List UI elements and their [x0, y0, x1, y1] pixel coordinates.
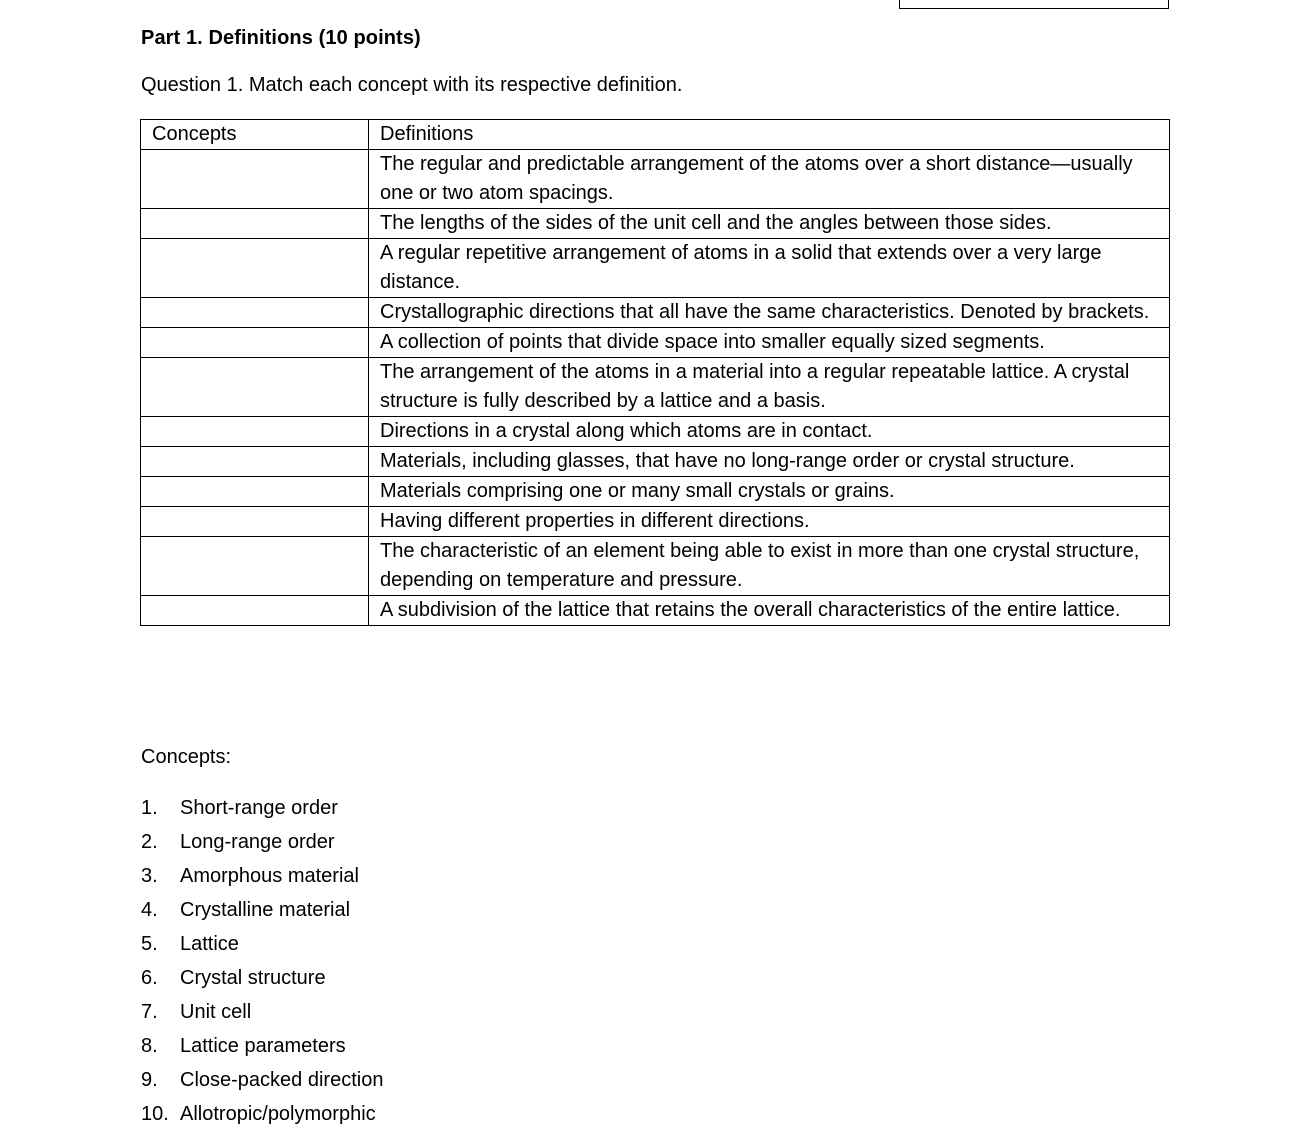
list-item	[141, 961, 383, 995]
list-item	[141, 1029, 383, 1063]
list-item-number: 7.	[141, 1001, 158, 1023]
table-row	[141, 328, 1170, 358]
list-item-number: 10.	[141, 1103, 169, 1125]
definition-cell: Materials comprising one or many small crystals or grains.	[369, 477, 1170, 507]
list-item-label: Lattice parameters	[180, 1035, 346, 1057]
definition-cell: Having different properties in different directions.	[369, 507, 1170, 537]
list-item-label: Amorphous material	[180, 865, 359, 887]
table-row	[141, 150, 1170, 209]
table-row	[141, 596, 1170, 626]
concept-answer-cell[interactable]	[141, 298, 369, 328]
header-concepts: Concepts	[141, 120, 369, 150]
list-item-label: Close-packed direction	[180, 1069, 384, 1091]
concept-answer-cell[interactable]	[141, 150, 369, 209]
concept-answer-cell[interactable]	[141, 537, 369, 596]
table-row	[141, 447, 1170, 477]
list-item-number: 2.	[141, 831, 158, 853]
table-row	[141, 477, 1170, 507]
list-item-label: Unit cell	[180, 1001, 252, 1023]
concept-answer-cell[interactable]	[141, 417, 369, 447]
table-row	[141, 417, 1170, 447]
list-item-number: 1.	[141, 797, 158, 819]
definition-cell: Materials, including glasses, that have no long-range order or crystal structure.	[369, 447, 1170, 477]
list-item-number: 9.	[141, 1069, 158, 1091]
list-item	[141, 995, 383, 1029]
question-text: Question 1. Match each concept with its respective definition.	[141, 74, 683, 96]
concept-answer-cell[interactable]	[141, 328, 369, 358]
name-field-box	[899, 0, 1169, 9]
definition-cell: A collection of points that divide space into smaller equally sized segments.	[369, 328, 1170, 358]
definition-cell: The lengths of the sides of the unit cell and the angles between those sides.	[369, 209, 1170, 239]
concept-list	[141, 791, 383, 1131]
definition-cell: The arrangement of the atoms in a material into a regular repeatable lattice. A crystal structure is fully described by a lattice and a basis.	[369, 358, 1170, 417]
definitions-table	[140, 119, 1170, 626]
list-item-label: Lattice	[180, 933, 239, 955]
list-item-number: 3.	[141, 865, 158, 887]
concept-answer-cell[interactable]	[141, 477, 369, 507]
table-row	[141, 209, 1170, 239]
list-item	[141, 893, 383, 927]
list-item	[141, 859, 383, 893]
concept-answer-cell[interactable]	[141, 209, 369, 239]
list-item	[141, 791, 383, 825]
table-row	[141, 239, 1170, 298]
list-item	[141, 1063, 383, 1097]
table-row	[141, 537, 1170, 596]
table-header-row	[141, 120, 1170, 150]
concept-answer-cell[interactable]	[141, 447, 369, 477]
list-item-label: Crystal structure	[180, 967, 326, 989]
definition-cell: A subdivision of the lattice that retains the overall characteristics of the entire lattice.	[369, 596, 1170, 626]
list-item-label: Allotropic/polymorphic	[180, 1103, 376, 1125]
concept-answer-cell[interactable]	[141, 596, 369, 626]
concept-answer-cell[interactable]	[141, 507, 369, 537]
list-item	[141, 927, 383, 961]
definition-cell: A regular repetitive arrangement of atoms in a solid that extends over a very large distance.	[369, 239, 1170, 298]
definition-cell: The regular and predictable arrangement of the atoms over a short distance—usually one or two atom spacings.	[369, 150, 1170, 209]
table-row	[141, 298, 1170, 328]
definition-cell: The characteristic of an element being able to exist in more than one crystal structure, depending on temperature and pressure.	[369, 537, 1170, 596]
list-item-number: 4.	[141, 899, 158, 921]
header-definitions: Definitions	[369, 120, 1170, 150]
list-item	[141, 1097, 383, 1131]
part-title: Part 1. Definitions (10 points)	[141, 27, 421, 49]
list-item-number: 6.	[141, 967, 158, 989]
list-item-label: Crystalline material	[180, 899, 351, 921]
table-row	[141, 358, 1170, 417]
table-row	[141, 507, 1170, 537]
list-item-number: 8.	[141, 1035, 158, 1057]
definition-cell: Crystallographic directions that all have the same characteristics. Denoted by brackets.	[369, 298, 1170, 328]
concepts-heading: Concepts:	[141, 746, 232, 768]
list-item-label: Long-range order	[180, 831, 335, 853]
list-item-number: 5.	[141, 933, 158, 955]
list-item-label: Short-range order	[180, 797, 338, 819]
concept-answer-cell[interactable]	[141, 239, 369, 298]
definition-cell: Directions in a crystal along which atoms are in contact.	[369, 417, 1170, 447]
list-item	[141, 825, 383, 859]
concept-answer-cell[interactable]	[141, 358, 369, 417]
